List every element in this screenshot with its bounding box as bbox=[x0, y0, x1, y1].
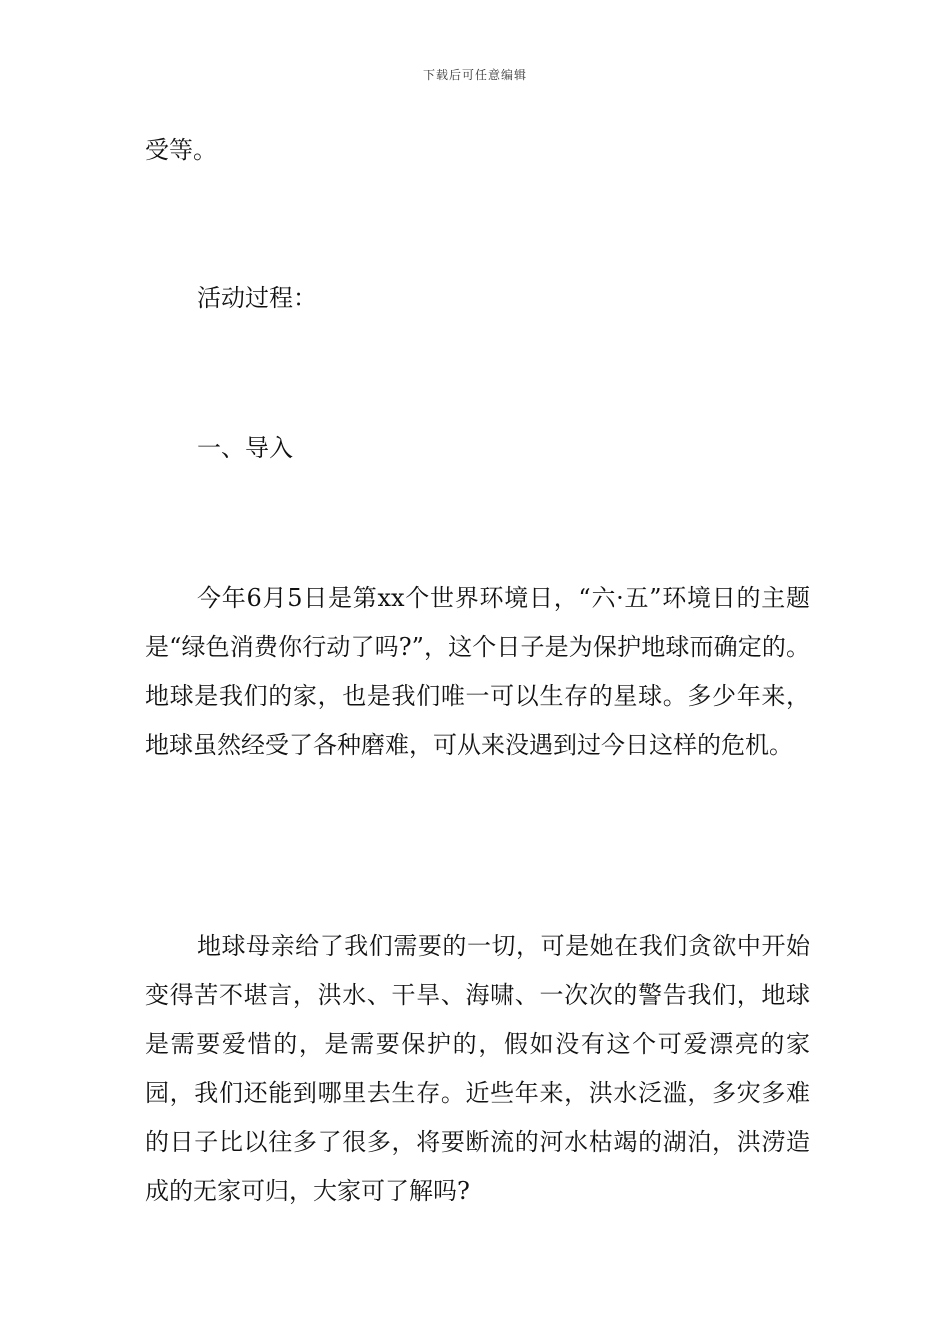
process-heading: 活动过程： bbox=[197, 284, 317, 312]
paragraph-mother-earth: 地球母亲给了我们需要的一切，可是她在我们贪欲中开始变得苦不堪言，洪水、干旱、海啸、一次次的警告我们，地球是需要爱惜的，是需要保护的，假如没有这个可爱漂亮的家园，我们还能到哪里去生存。近些年来，洪水泛滥，多灾多难的日子比以往多了很多，将要断流的河水枯竭的湖泊，洪涝造成的无家可归，大家可了解吗? bbox=[145, 932, 810, 1205]
section-heading-intro: 一、导入 bbox=[197, 434, 293, 462]
paragraph-environment-day: 今年6月5日是第xx个世界环境日，“六·五”环境日的主题是“绿色消费你行动了吗?”，这个日子是为保护地球而确定的。地球是我们的家，也是我们唯一可以生存的星球。多少年来，地球虽然经受了各种磨难，可从来没遇到过今日这样的危机。 bbox=[145, 584, 810, 759]
header-note: 下载后可任意编辑 bbox=[422, 68, 527, 82]
paragraph-continuation: 受等。 bbox=[145, 136, 217, 164]
